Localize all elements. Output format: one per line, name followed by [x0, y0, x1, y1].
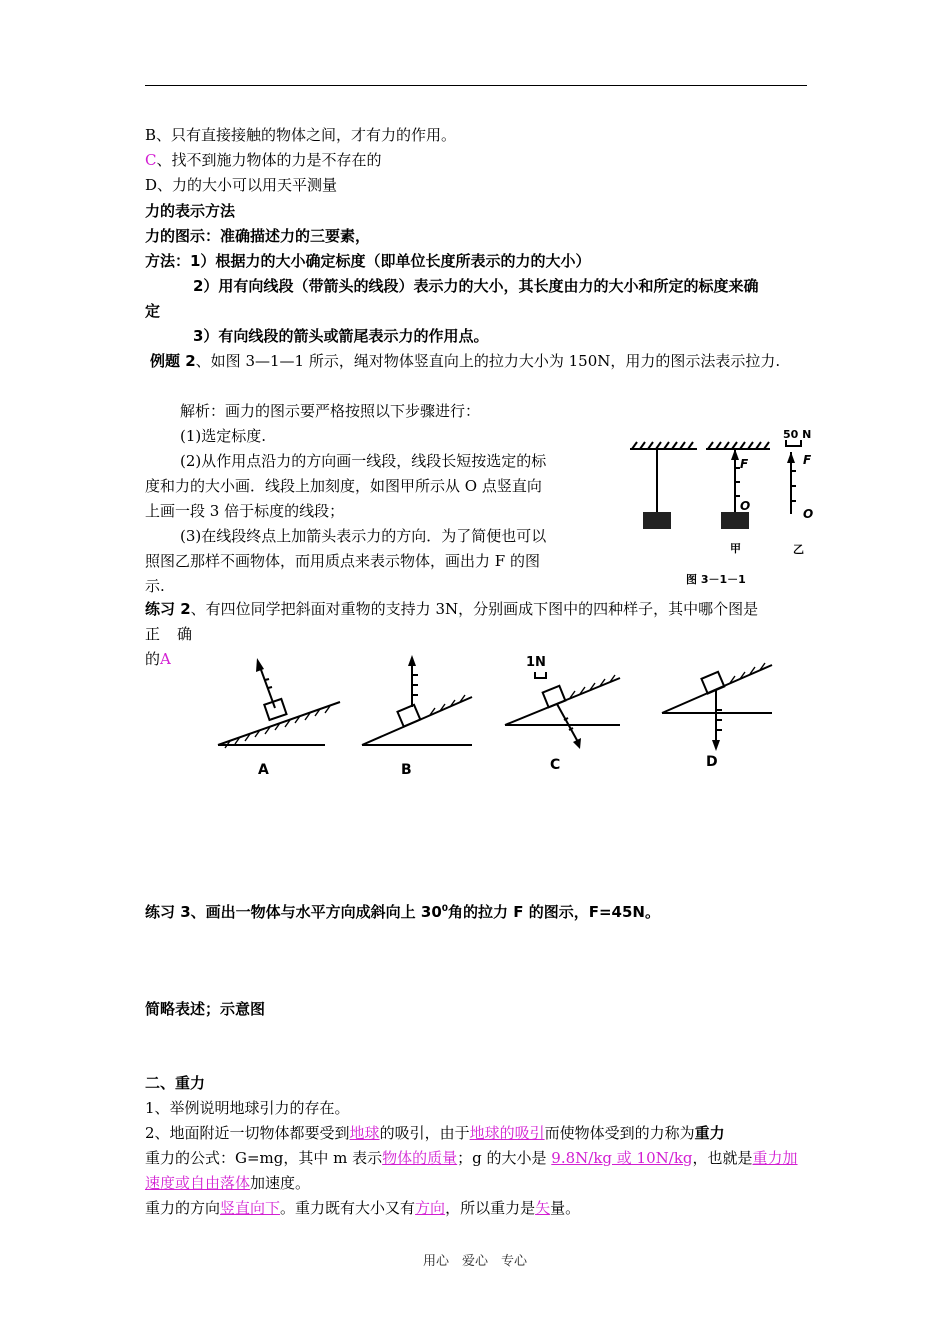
analysis-p4b: 照图乙那样不画物体，而用质点来表示物体，画出力 F 的图	[145, 552, 540, 570]
exercise-3-text-b: 角的拉力 F 的图示，F=45N。	[448, 903, 660, 921]
arrow-head-jia	[731, 449, 739, 460]
gravity-formula-cont	[145, 1172, 310, 1194]
force-label-yi: F	[803, 453, 812, 467]
exercise-3-degree: 0	[441, 904, 449, 914]
exercise-2-line3	[145, 648, 171, 670]
analysis-p3a: (2)从作用点沿力的方向画一线段，线段长短按选定的标	[180, 452, 547, 470]
arrow-head-a	[256, 658, 264, 672]
blank-gravity-acceleration: 重力加	[752, 1149, 798, 1167]
exercise-2-answer: A	[160, 650, 171, 668]
gravity-heading: 二、重力	[145, 1074, 206, 1092]
blank-earth-attraction: 地球的吸引	[469, 1124, 545, 1142]
blank-free-fall: 速度或自由落体	[145, 1174, 251, 1192]
weight-block-1	[643, 512, 671, 529]
exercise-2-de: 的	[145, 650, 161, 668]
point-label-yi: O	[803, 507, 814, 521]
header-rule	[145, 85, 807, 86]
figure-caption: 图 3－1－1	[686, 573, 746, 586]
example-2-label: 例题 2	[150, 352, 196, 370]
arrow-head-d	[712, 740, 720, 751]
exercise-2-text: 、有四位同学把斜面对重物的支持力 3N，分别画成下图中的四种样子，其中哪个图是	[190, 600, 759, 618]
gravity-direction-d: 量。	[550, 1199, 581, 1217]
label-jia: 甲	[730, 542, 741, 555]
gravity-formula-a: 重力的公式：G=mg，其中 m 表示	[145, 1149, 383, 1167]
analysis-p3b: 度和力的大小画．线段上加刻度，如图甲所示从 O 点竖直向	[145, 477, 542, 495]
exercise-2	[145, 598, 758, 620]
weight-block-2	[721, 512, 749, 529]
blank-g-value: 9.8N/kg 或 10N/kg	[551, 1149, 693, 1167]
diagram-label-c: C	[550, 757, 561, 773]
method-step-3: 3）有向线段的箭头或箭尾表示力的作用点。	[193, 327, 489, 345]
blank-mass: 物体的质量	[382, 1149, 458, 1167]
blank-earth: 地球	[349, 1124, 380, 1142]
exercise-3-text-a: 练习 3、画出一物体与水平方向成斜向上 30	[145, 903, 442, 921]
analysis-p2: (1)选定标度.	[180, 427, 267, 445]
blank-vertical-down: 竖直向下	[220, 1199, 281, 1217]
gravity-item-2	[145, 1122, 725, 1144]
option-c-letter: C	[145, 151, 157, 169]
analysis-p4c: 示.	[145, 577, 165, 595]
analysis-p3c: 上画一段 3 倍于标度的线段；	[145, 502, 345, 520]
method-step-2: 2）用有向线段（带箭头的线段）表示力的大小，其长度由力的大小和所定的标度来确	[193, 277, 759, 295]
arrow-head-b	[408, 655, 416, 666]
diagram-label-b: B	[401, 762, 412, 778]
gravity-item-2-b: 的吸引，由于	[379, 1124, 470, 1142]
blank-vector: 矢	[535, 1199, 551, 1217]
section-heading: 力的表示方法	[145, 202, 236, 220]
exercise-2-line2: 正 确	[145, 625, 194, 643]
example-2-text: 、如图 3—1—1 所示，绳对物体竖直向上的拉力大小为 150N，用力的图示法表示拉力.	[195, 352, 781, 370]
arrow-head-yi	[787, 452, 795, 463]
analysis-p4a: (3)在线段终点上加箭头表示力的方向．为了简便也可以	[180, 527, 547, 545]
gravity-formula-c: ，也就是	[692, 1149, 753, 1167]
option-c-text: 、找不到施力物体的力是不存在的	[156, 151, 382, 169]
option-c	[145, 149, 382, 171]
example-2	[150, 350, 780, 372]
gravity-term: 重力	[694, 1124, 725, 1142]
figure-3-1-1	[620, 422, 830, 597]
point-label-jia: O	[740, 499, 751, 513]
exercise-3	[145, 898, 660, 923]
brief-description: 简略表述；示意图	[145, 1000, 266, 1018]
scale-1n: 1N	[526, 655, 546, 670]
diagram-label-a: A	[258, 762, 269, 778]
gravity-direction-a: 重力的方向	[145, 1199, 221, 1217]
gravity-formula-b: ；g 的大小是	[457, 1149, 552, 1167]
option-d: D、力的大小可以用天平测量	[145, 176, 338, 194]
blank-direction: 方向	[415, 1199, 446, 1217]
option-b: B、只有直接接触的物体之间，才有力的作用。	[145, 126, 457, 144]
gravity-direction-b: 。重力既有大小又有	[280, 1199, 416, 1217]
force-label-jia: F	[740, 457, 749, 471]
page-footer: 用心 爱心 专心	[422, 1254, 527, 1269]
gravity-item-2-a: 2、地面附近一切物体都要受到	[145, 1124, 350, 1142]
exercise-2-label: 练习 2	[145, 600, 191, 618]
figure-four-diagrams	[210, 650, 790, 780]
diagram-label-d: D	[706, 754, 718, 770]
gravity-formula	[145, 1147, 798, 1169]
method-step-1: 方法：1）根据力的大小确定标度（即单位长度所表示的力的大小）	[145, 252, 591, 270]
label-yi: 乙	[793, 543, 804, 556]
force-diagram-def: 力的图示：准确描述力的三要素，	[145, 227, 371, 245]
method-step-2-cont: 定	[145, 302, 161, 320]
gravity-direction	[145, 1197, 580, 1219]
gravity-item-1: 1、举例说明地球引力的存在。	[145, 1099, 350, 1117]
gravity-item-2-c: 而使物体受到的力称为	[544, 1124, 695, 1142]
gravity-formula-d: 加速度。	[250, 1174, 311, 1192]
analysis-p1: 解析：画力的图示要严格按照以下步骤进行：	[180, 402, 481, 420]
scale-label: 50 N	[783, 428, 812, 441]
gravity-direction-c: ，所以重力是	[445, 1199, 536, 1217]
